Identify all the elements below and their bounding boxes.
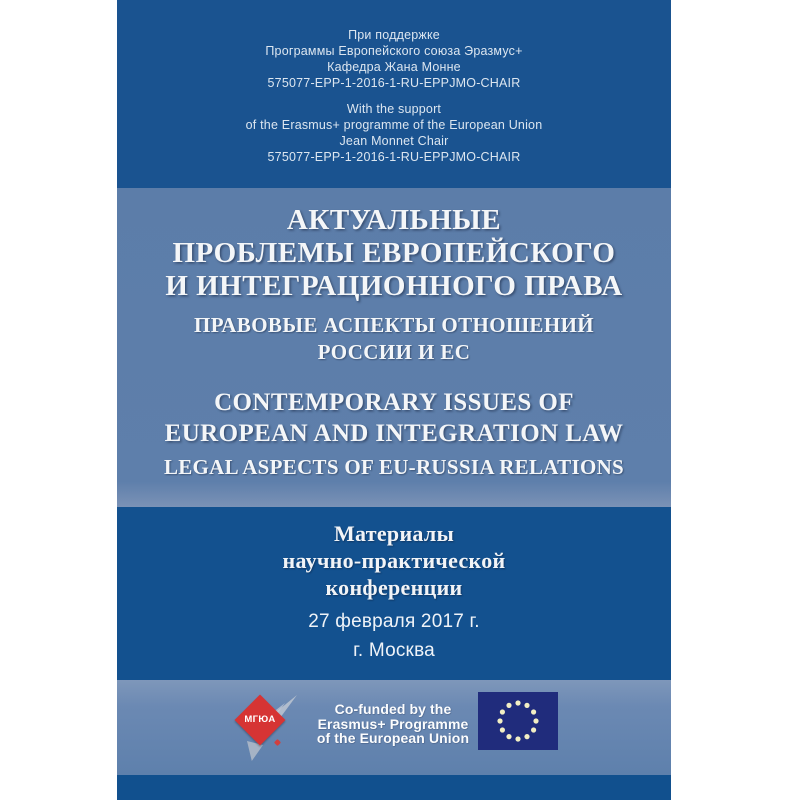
support-ru-line: Кафедра Жана Монне: [327, 60, 461, 74]
support-ru-line: Программы Европейского союза Эразмус+: [265, 44, 523, 58]
conference-line: Материалы: [333, 521, 455, 546]
conference-line: конференции: [325, 575, 463, 600]
subtitle-ru-line: РОССИИ И ЕС: [317, 340, 471, 364]
title-ru-line: АКТУАЛЬНЫЕ: [286, 204, 502, 236]
logo-band: [117, 680, 671, 775]
book-title-english: [117, 387, 671, 449]
conference-city: г. Москва: [353, 640, 435, 661]
book-subtitle-english: [117, 454, 671, 481]
subtitle-ru-line: ПРАВОВЫЕ АСПЕКТЫ ОТНОШЕНИЙ: [193, 313, 595, 337]
title-band: [117, 188, 671, 507]
mgua-star-icon: [274, 739, 281, 746]
conference-band: [117, 507, 671, 680]
support-en-line: of the Erasmus+ programme of the European Union: [245, 118, 543, 132]
book-title-russian: [117, 188, 671, 303]
title-ru-line: И ИНТЕГРАЦИОННОГО ПРАВА: [165, 270, 623, 302]
book-cover: [117, 0, 671, 800]
conference-materials-text: [117, 507, 671, 601]
support-text-english: [117, 91, 671, 165]
eu-flag-stars: [478, 692, 558, 750]
conference-line: научно-практической: [282, 548, 506, 573]
support-en-line: With the support: [346, 102, 442, 116]
cofunded-line: Erasmus+ Programme: [317, 715, 469, 732]
support-text-russian: [117, 0, 671, 91]
support-en-line: Jean Monnet Chair: [339, 134, 449, 148]
mgua-university-logo: [229, 693, 301, 765]
title-en-line: EUROPEAN AND INTEGRATION LAW: [164, 420, 624, 447]
cofunded-line: of the European Union: [316, 730, 470, 746]
support-ru-line: При поддержке: [348, 28, 440, 42]
support-ru-grant-number: 575077-EPP-1-2016-1-RU-EPPJMO-CHAIR: [267, 76, 521, 90]
conference-date-place: [117, 607, 671, 665]
title-en-line: CONTEMPORARY ISSUES OF: [214, 389, 574, 416]
title-ru-line: ПРОБЛЕМЫ ЕВРОПЕЙСКОГО: [172, 237, 616, 269]
book-subtitle-russian: [117, 312, 671, 366]
eu-flag-icon: [478, 692, 558, 750]
cofunded-line: Co-funded by the: [334, 701, 452, 717]
subtitle-en-line: LEGAL ASPECTS OF EU-RUSSIA RELATIONS: [163, 455, 625, 479]
support-band: [117, 0, 671, 188]
bottom-strip: [117, 775, 671, 800]
support-en-grant-number: 575077-EPP-1-2016-1-RU-EPPJMO-CHAIR: [267, 150, 521, 164]
mgua-logo-label: МГЮА: [244, 714, 276, 725]
cofunded-statement: [313, 702, 473, 746]
conference-date: 27 февраля 2017 г.: [308, 611, 480, 632]
